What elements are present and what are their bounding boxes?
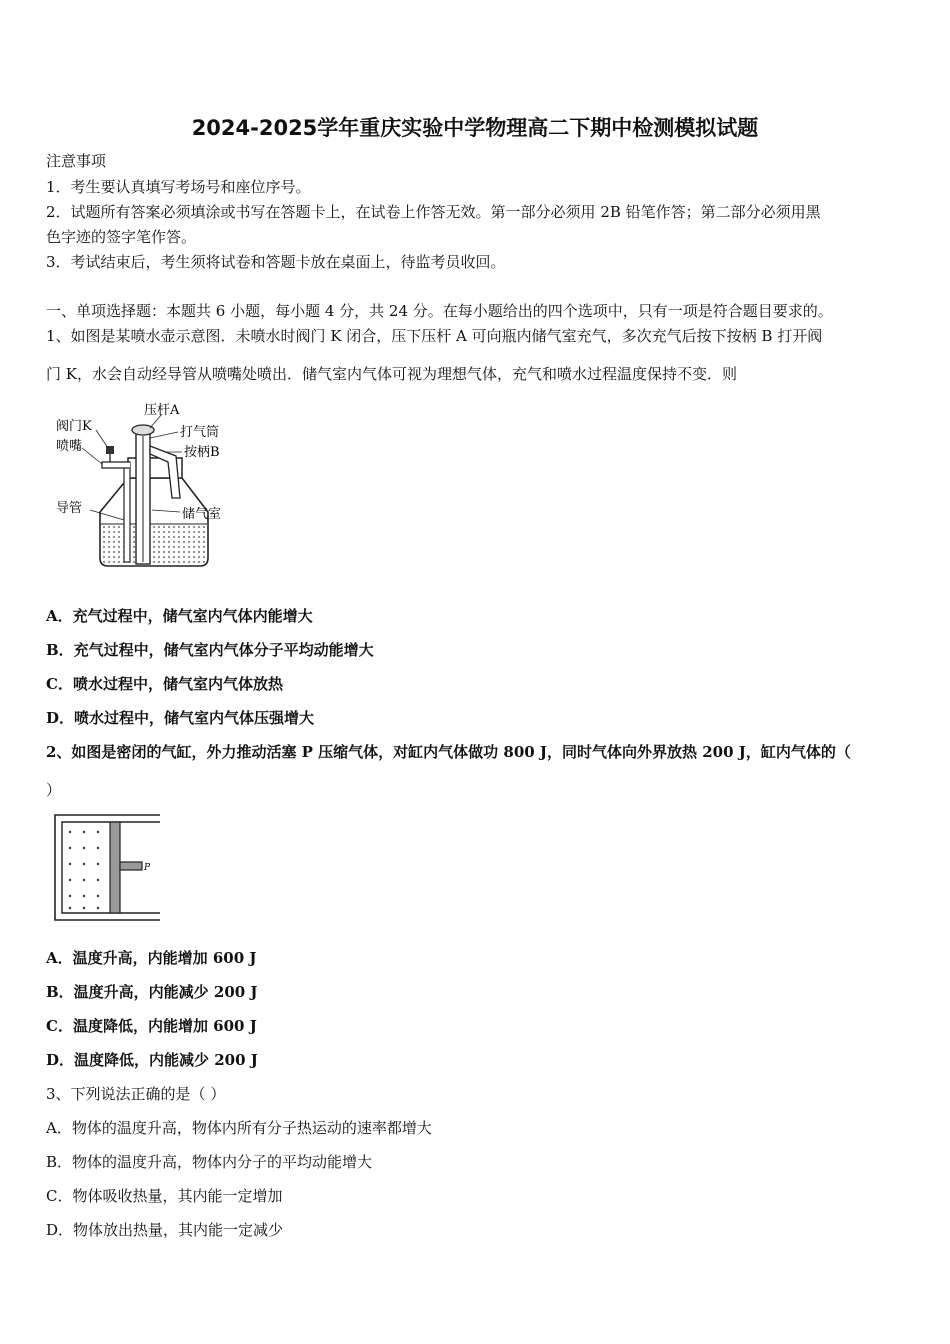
question-3-option: A．物体的温度升高，物体内所有分子热运动的速率都增大 [46, 1119, 432, 1137]
question-1-text: 门 K，水会自动经导管从喷嘴处喷出．储气室内气体可视为理想气体，充气和喷水过程温度保持不变．则 [46, 365, 737, 383]
question-3-text: 3、下列说法正确的是（ ） [46, 1085, 226, 1103]
press-cap [132, 425, 154, 435]
tube [124, 462, 130, 562]
label-piston: P [144, 863, 151, 873]
notice-item: 1．考生要认真填写考场号和座位序号。 [46, 178, 311, 196]
label-nozzle: 喷嘴 [56, 439, 83, 454]
question-2-text: 2、如图是密闭的气缸，外力推动活塞 P 压缩气体，对缸内气体做功 800 J，同时气体向外界放热 200 J，缸内气体的（ [46, 743, 851, 761]
sprayer-svg [52, 400, 242, 572]
question-3-option: B．物体的温度升高，物体内分子的平均动能增大 [46, 1153, 373, 1171]
water-fill [101, 524, 207, 565]
cylinder-diagram [52, 812, 167, 924]
question-1-option: A．充气过程中，储气室内气体内能增大 [46, 607, 313, 625]
piston [110, 822, 120, 913]
question-3-option: D．物体放出热量，其内能一定减少 [46, 1221, 284, 1239]
section-heading: 一、单项选择题：本题共 6 小题，每小题 4 分，共 24 分。在每小题给出的四个选项中，只有一项是符合题目要求的。 [46, 302, 833, 320]
notice-item: 2．试题所有答案必须填涂或书写在答题卡上，在试卷上作答无效。第一部分必须用 2B 铅笔作答；第二部分必须用黑 [46, 203, 821, 221]
label-pump: 打气筒 [180, 425, 220, 440]
label-chamber: 储气室 [182, 507, 222, 522]
question-2-option: B．温度升高，内能减少 200 J [46, 983, 258, 1001]
notice-item: 色字迹的签字笔作答。 [46, 228, 197, 246]
question-1-option: B．充气过程中，储气室内气体分子平均动能增大 [46, 641, 374, 659]
question-2-option: A．温度升高，内能增加 600 J [46, 949, 257, 967]
label-valve: 阀门K [56, 419, 92, 434]
page-title: 2024-2025学年重庆实验中学物理高二下期中检测模拟试题 [191, 116, 759, 140]
label-press-rod: 压杆A [144, 403, 180, 418]
question-2-option: D．温度降低，内能减少 200 J [46, 1051, 258, 1069]
piston-rod [120, 862, 142, 870]
nozzle-pipe [102, 462, 130, 468]
question-3-option: C．物体吸收热量，其内能一定增加 [46, 1187, 283, 1205]
question-1-option: D．喷水过程中，储气室内气体压强增大 [46, 709, 315, 727]
notice-heading: 注意事项 [46, 152, 107, 170]
label-tube: 导管 [56, 501, 83, 516]
notice-item: 3．考试结束后，考生须将试卷和答题卡放在桌面上，待监考员收回。 [46, 253, 506, 271]
sprayer-diagram [52, 400, 242, 572]
gas-dots [69, 831, 99, 909]
label-handle: 按柄B [184, 445, 220, 460]
question-1-option: C．喷水过程中，储气室内气体放热 [46, 675, 283, 693]
cylinder-svg [52, 812, 167, 924]
question-2-text: ） [46, 781, 62, 799]
question-2-option: C．温度降低，内能增加 600 J [46, 1017, 257, 1035]
question-1-text: 1、如图是某喷水壶示意图．未喷水时阀门 K 闭合，压下压杆 A 可向瓶内储气室充气，多次充气后按下按柄 B 打开阀 [46, 327, 823, 345]
